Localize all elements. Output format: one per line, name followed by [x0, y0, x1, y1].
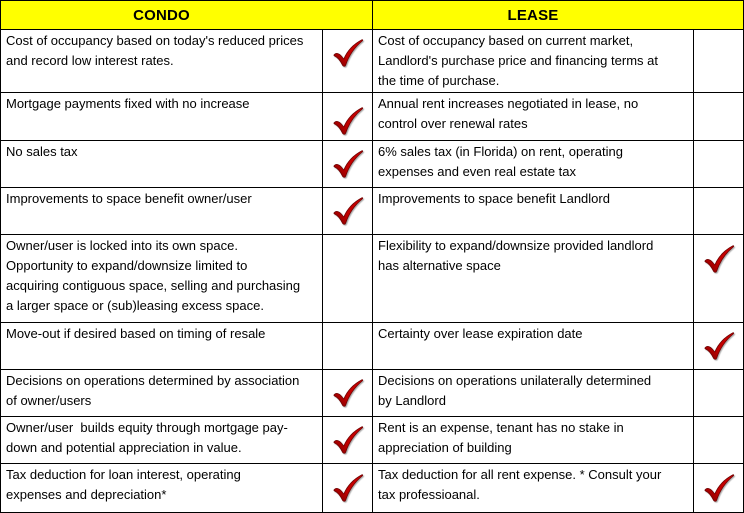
condo-cell — [1, 417, 323, 464]
lease-cell-line: by Landlord — [378, 393, 446, 408]
condo-cell-line: No sales tax — [6, 144, 78, 159]
lease-cell-line: Rent is an expense, tenant has no stake in — [378, 420, 624, 435]
condo-check-cell — [323, 370, 373, 417]
condo-cell — [1, 370, 323, 417]
condo-check-cell — [323, 417, 373, 464]
condo-cell-line: Owner/user is locked into its own space. — [6, 238, 238, 253]
lease-cell-line: Landlord's purchase price and financing terms at — [378, 53, 658, 68]
lease-check-cell — [694, 370, 744, 417]
lease-cell-line: Certainty over lease expiration date — [378, 326, 583, 341]
condo-cell-line: expenses and depreciation* — [6, 487, 167, 502]
condo-cell-line: Cost of occupancy based on today's reduced prices — [6, 33, 304, 48]
condo-cell-line: Owner/user builds equity through mortgage pay- — [6, 420, 288, 435]
lease-cell-line: Annual rent increases negotiated in lease, no — [378, 96, 639, 111]
condo-check-mark-icon — [333, 197, 363, 225]
lease-cell-line: Tax deduction for all rent expense. * Consult your — [378, 467, 662, 482]
condo-check-mark-icon — [333, 426, 363, 454]
condo-check-cell — [323, 30, 373, 93]
condo-cell — [1, 30, 323, 93]
condo-header: CONDO — [1, 1, 373, 30]
condo-check-mark-icon — [333, 379, 363, 407]
condo-cell — [1, 323, 323, 370]
condo-cell-line: Decisions on operations determined by association — [6, 373, 300, 388]
lease-cell-line: Decisions on operations unilaterally determined — [378, 373, 652, 388]
lease-cell — [373, 93, 694, 141]
condo-cell — [1, 464, 323, 513]
condo-cell-line: Opportunity to expand/downsize limited to — [6, 258, 248, 273]
condo-cell — [1, 141, 323, 188]
condo-cell-line: a larger space or (sub)leasing excess space. — [6, 298, 264, 313]
condo-cell-line: Tax deduction for loan interest, operating — [6, 467, 241, 482]
lease-check-cell — [694, 235, 744, 323]
condo-cell-line: Move-out if desired based on timing of resale — [6, 326, 266, 341]
condo-check-cell — [323, 235, 373, 323]
condo-cell-line: down and potential appreciation in value. — [6, 440, 242, 455]
condo-cell-line: Improvements to space benefit owner/user — [6, 191, 252, 206]
condo-cell — [1, 188, 323, 235]
lease-cell-line: Flexibility to expand/downsize provided landlord — [378, 238, 654, 253]
condo-check-cell — [323, 464, 373, 513]
lease-cell-line: Improvements to space benefit Landlord — [378, 191, 610, 206]
lease-check-cell — [694, 464, 744, 513]
lease-check-cell — [694, 141, 744, 188]
condo-check-cell — [323, 93, 373, 141]
lease-check-mark-icon — [704, 474, 734, 502]
condo-check-mark-icon — [333, 39, 363, 67]
condo-check-cell — [323, 141, 373, 188]
lease-check-cell — [694, 188, 744, 235]
lease-check-cell — [694, 417, 744, 464]
condo-check-mark-icon — [333, 474, 363, 502]
condo-check-mark-icon — [333, 107, 363, 135]
lease-cell — [373, 464, 694, 513]
lease-check-mark-icon — [704, 332, 734, 360]
lease-header: LEASE — [373, 1, 744, 30]
lease-cell-line: tax professioanal. — [378, 487, 480, 502]
lease-cell — [373, 30, 694, 93]
lease-cell-line: has alternative space — [378, 258, 501, 273]
lease-cell-line: Cost of occupancy based on current market, — [378, 33, 634, 48]
lease-cell — [373, 235, 694, 323]
lease-cell-line: appreciation of building — [378, 440, 512, 455]
lease-cell — [373, 141, 694, 188]
lease-check-mark-icon — [704, 245, 734, 273]
condo-cell — [1, 93, 323, 141]
lease-cell-line: expenses and even real estate tax — [378, 164, 577, 179]
condo-check-cell — [323, 188, 373, 235]
condo-cell — [1, 235, 323, 323]
lease-check-cell — [694, 30, 744, 93]
lease-cell-line: control over renewal rates — [378, 116, 528, 131]
lease-cell — [373, 417, 694, 464]
lease-check-cell — [694, 323, 744, 370]
lease-cell-line: 6% sales tax (in Florida) on rent, operating — [378, 144, 623, 159]
lease-cell — [373, 323, 694, 370]
condo-cell-line: acquiring contiguous space, selling and purchasing — [6, 278, 301, 293]
condo-check-cell — [323, 323, 373, 370]
condo-check-mark-icon — [333, 150, 363, 178]
lease-cell-line: the time of purchase. — [378, 73, 500, 88]
condo-cell-line: Mortgage payments fixed with no increase — [6, 96, 250, 111]
condo-cell-line: and record low interest rates. — [6, 53, 174, 68]
lease-cell — [373, 370, 694, 417]
lease-cell — [373, 188, 694, 235]
lease-check-cell — [694, 93, 744, 141]
condo-cell-line: of owner/users — [6, 393, 92, 408]
